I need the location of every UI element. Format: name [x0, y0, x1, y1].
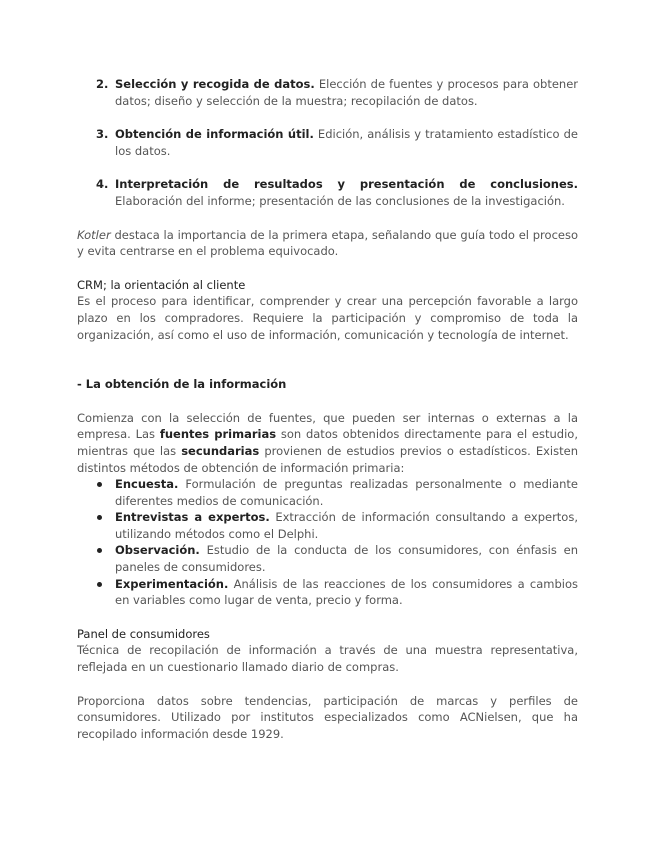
- panel-title: Panel de consumidores: [77, 626, 210, 641]
- kotler-paragraph: [77, 227, 578, 260]
- method-title: Experimentación.: [115, 576, 229, 591]
- method-text: Análisis de las reacciones de los consumidores a cambios en variables como lugar de venta, precio y forma.: [115, 576, 578, 608]
- bullet-icon: [97, 582, 102, 587]
- list-item: [77, 542, 578, 575]
- bullet-icon: [97, 515, 102, 520]
- kotler-text: destaca la importancia de la primera etapa, señalando que guía todo el proceso y evita centrarse en el problema equivocado.: [77, 227, 578, 259]
- bullet-icon: [97, 482, 102, 487]
- intro-text: son datos obtenidos directamente para el estudio, mientras que las: [77, 427, 578, 458]
- kotler-name: Kotler: [77, 227, 111, 242]
- method-title: Observación.: [115, 543, 200, 558]
- step-title: Interpretación de resultados y presentación de conclusiones.: [115, 177, 578, 192]
- obtencion-intro: [77, 410, 578, 476]
- obtencion-title: - La obtención de la información: [77, 377, 287, 392]
- methods-list: [77, 476, 578, 609]
- step-number: 3.: [96, 127, 109, 142]
- panel-text-2: Proporciona datos sobre tendencias, participación de marcas y perfiles de consumidores. Utilizado por institutos especializados como ACNielsen, que ha recopilado información desde 1929.: [77, 693, 578, 741]
- list-item: [77, 176, 578, 209]
- step-text: Elaboración del informe; presentación de las conclusiones de la investigación.: [115, 193, 565, 208]
- crm-title: CRM; la orientación al cliente: [77, 277, 246, 292]
- list-item: [77, 576, 578, 609]
- list-item: [77, 509, 578, 542]
- bullet-icon: [97, 548, 102, 553]
- steps-list: [77, 76, 578, 210]
- primary-sources-term: fuentes primarias: [159, 427, 277, 442]
- step-number: 4.: [96, 177, 109, 192]
- list-item: [77, 76, 578, 109]
- document-page: [77, 76, 578, 742]
- step-number: 2.: [96, 77, 109, 91]
- panel-text: Técnica de recopilación de información a través de una muestra representativa, reflejada en un cuestionario llamado diario de compras.: [77, 643, 578, 675]
- method-title: Encuesta.: [115, 477, 179, 492]
- list-item: [77, 476, 578, 509]
- list-item: [77, 126, 578, 159]
- secondary-sources-term: secundarias: [181, 443, 260, 458]
- method-text: Extracción de información consultando a expertos, utilizando métodos como el Delphi.: [115, 510, 578, 541]
- method-text: Formulación de preguntas realizadas personalmente o mediante diferentes medios de comunicación.: [115, 477, 578, 508]
- step-text: Elección de fuentes y procesos para obtener datos; diseño y selección de la muestra; recopilación de datos.: [115, 77, 579, 108]
- method-text: Estudio de la conducta de los consumidores, con énfasis en paneles de consumidores.: [115, 543, 578, 575]
- intro-text: Comienza con la selección de fuentes, que pueden ser internas o externas a la empresa. Las: [77, 410, 578, 442]
- crm-text: Es el proceso para identificar, comprender y crear una percepción favorable a largo plazo en los compradores. Requiere la participación y compromiso de toda la organización, así como el uso de información, comunicación y tecnología de internet.: [77, 294, 578, 342]
- method-title: Entrevistas a expertos.: [115, 510, 270, 525]
- step-title: Obtención de información útil.: [115, 127, 314, 142]
- step-text: Edición, análisis y tratamiento estadístico de los datos.: [115, 127, 578, 158]
- intro-text: provienen de estudios previos o estadísticos. Existen distintos métodos de obtención de información primaria:: [77, 443, 578, 475]
- step-title: Selección y recogida de datos.: [115, 77, 315, 91]
